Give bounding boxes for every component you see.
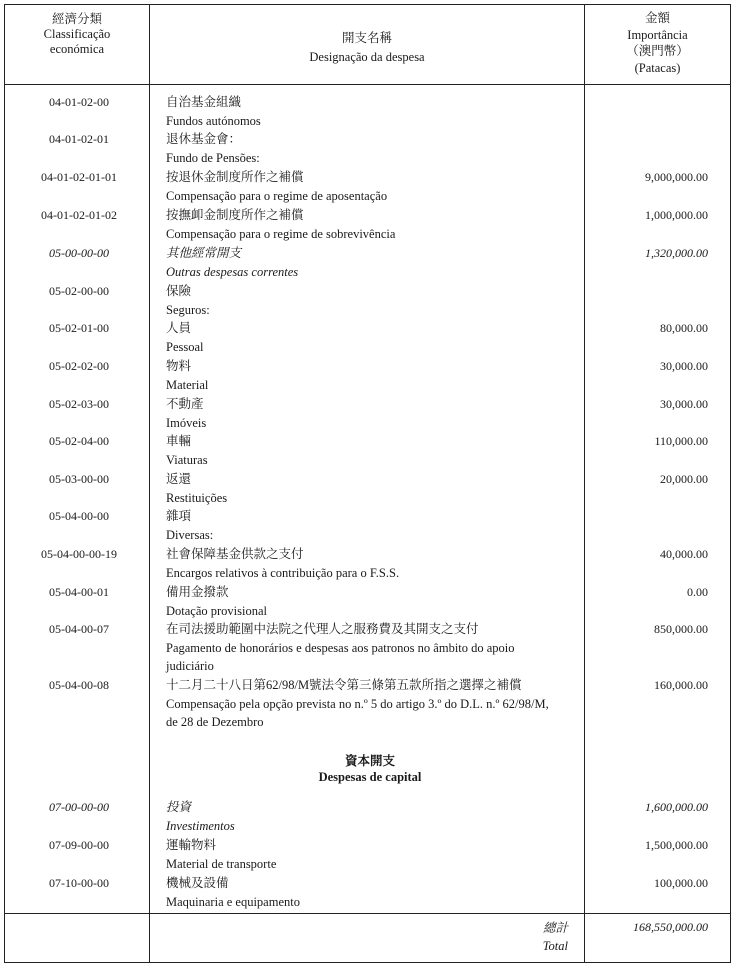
row-amount: 0.00: [687, 585, 708, 599]
row-designation-pt-cont: judiciário: [166, 659, 214, 673]
row-amount: 160,000.00: [654, 678, 708, 692]
row-designation: [166, 168, 586, 205]
row-code: 07-09-00-00: [49, 838, 109, 852]
row-amount: 1,320,000.00: [645, 246, 708, 260]
row-code: 07-10-00-00: [49, 876, 109, 890]
row-designation: [166, 130, 586, 167]
row-amount: 1,000,000.00: [645, 208, 708, 222]
header-designation-zh: 開支名稱: [341, 31, 392, 45]
row-code: 05-04-00-08: [49, 678, 109, 692]
header-amount-pt: Importância: [627, 27, 688, 42]
row-designation-pt: Investimentos: [166, 818, 235, 833]
row-designation-zh: 其他經常開支: [166, 246, 242, 260]
row-designation-zh: 雜項: [166, 509, 192, 523]
header-amount-zh: 金額: [644, 11, 670, 25]
row-code: 05-04-00-07: [49, 622, 109, 636]
row-code: 04-01-02-00: [49, 95, 109, 109]
row-designation: [166, 93, 586, 130]
column-divider-1: [149, 4, 150, 962]
total-amount: 168,550,000.00: [633, 920, 708, 934]
header-amount-currency-zh: （澳門幣）: [626, 44, 689, 58]
row-amount: 30,000.00: [660, 397, 708, 411]
row-code: 04-01-02-01: [49, 132, 109, 146]
row-amount: 100,000.00: [654, 876, 708, 890]
header-classification-zh: 經濟分類: [51, 12, 102, 26]
row-amount: 1,500,000.00: [645, 838, 708, 852]
row-designation-zh: 按撫卹金制度所作之補償: [166, 208, 304, 222]
row-designation: [166, 874, 586, 911]
row-amount: 30,000.00: [660, 359, 708, 373]
row-designation-pt: Maquinaria e equipamento: [166, 894, 300, 909]
row-code: 05-04-00-01: [49, 585, 109, 599]
row-designation-zh: 返還: [166, 472, 192, 486]
row-designation-zh: 自治基金組織: [166, 95, 242, 109]
row-designation-zh: 保險: [166, 284, 192, 298]
row-designation: [166, 620, 586, 676]
row-designation-zh: 物料: [166, 359, 192, 373]
header-classification-pt1: Classificação: [43, 27, 111, 41]
row-amount: 1,600,000.00: [645, 800, 708, 814]
header-classification: [5, 12, 149, 57]
row-designation-pt: Material de transporte: [166, 856, 277, 871]
row-designation-pt: Compensação pela opção prevista no n.º 5 do artigo 3.º do D.L. n.º 62/98/M,: [166, 696, 549, 711]
row-designation-pt: Pessoal: [166, 339, 204, 354]
row-code: 05-03-00-00: [49, 472, 109, 486]
row-designation-pt: Compensação para o regime de sobrevivência: [166, 226, 396, 241]
table-border-right: [730, 4, 731, 962]
total-label-pt: Total: [542, 939, 568, 953]
header-amount-currency-pt: (Patacas): [634, 60, 681, 75]
row-designation-zh: 在司法援助範圍中法院之代理人之服務費及其開支之支付: [166, 622, 479, 636]
row-code: 05-02-01-00: [49, 321, 109, 335]
row-designation: [166, 244, 586, 281]
row-designation: [166, 676, 586, 732]
row-designation-pt: Pagamento de honorários e despesas aos patronos no âmbito do apoio: [166, 640, 515, 655]
section-heading-zh: 資本開支: [344, 754, 395, 768]
row-designation-pt: Viaturas: [166, 452, 208, 467]
header-designation: [150, 29, 584, 67]
row-designation-zh: 退休基金會：: [166, 132, 242, 146]
row-designation: [166, 357, 586, 394]
row-designation-pt: Diversas:: [166, 527, 214, 542]
table-border-top: [4, 4, 731, 5]
row-designation-zh: 備用金撥款: [166, 585, 229, 599]
row-designation: [166, 319, 586, 356]
section-heading-pt: Despesas de capital: [318, 770, 422, 784]
row-designation: [166, 583, 586, 620]
row-designation-zh: 社會保障基金供款之支付: [166, 547, 304, 561]
row-designation-zh: 十二月二十八日第62/98/M號法令第三條第五款所指之選擇之補償: [166, 678, 522, 692]
row-designation: [166, 545, 586, 582]
row-designation: [166, 507, 586, 544]
row-amount: 40,000.00: [660, 547, 708, 561]
row-code: 05-00-00-00: [49, 246, 109, 260]
row-designation-pt: Encargos relativos à contribuição para o F.S.S.: [166, 565, 400, 580]
row-code: 05-04-00-00-19: [41, 547, 117, 561]
header-classification-pt2: económica: [49, 42, 105, 56]
row-code: 04-01-02-01-01: [41, 170, 117, 184]
row-amount: 80,000.00: [660, 321, 708, 335]
row-designation-pt: Fundos autónomos: [166, 113, 261, 128]
row-designation: [166, 432, 586, 469]
row-code: 04-01-02-01-02: [41, 208, 117, 222]
row-designation: [166, 470, 586, 507]
row-designation-zh: 運輸物料: [166, 838, 217, 852]
table-border-left: [4, 4, 5, 962]
row-designation: [166, 798, 586, 835]
row-designation: [166, 282, 586, 319]
table-border-bottom: [4, 962, 731, 963]
row-designation-pt: Seguros:: [166, 302, 210, 317]
row-designation-pt: Imóveis: [166, 415, 207, 430]
row-code: 07-00-00-00: [49, 800, 109, 814]
row-designation-pt: Restituições: [166, 490, 228, 505]
row-designation: [166, 395, 586, 432]
row-amount: 20,000.00: [660, 472, 708, 486]
header-rule: [4, 84, 731, 85]
row-designation-pt: Outras despesas correntes: [166, 264, 299, 279]
row-code: 05-04-00-00: [49, 509, 109, 523]
row-code: 05-02-04-00: [49, 434, 109, 448]
row-amount: 110,000.00: [654, 434, 708, 448]
header-designation-pt: Designação da despesa: [309, 50, 425, 64]
row-designation-pt: Dotação provisional: [166, 603, 268, 618]
header-amount: [585, 10, 730, 76]
row-designation-pt: Fundo de Pensões:: [166, 150, 260, 165]
row-designation-zh: 投資: [166, 800, 192, 814]
row-amount: 9,000,000.00: [645, 170, 708, 184]
row-designation-zh: 不動產: [166, 397, 204, 411]
row-amount: 850,000.00: [654, 622, 708, 636]
row-designation-zh: 車輛: [166, 434, 192, 448]
total-label-zh: 總計: [542, 921, 568, 935]
row-designation-pt: Compensação para o regime de aposentação: [166, 188, 388, 203]
row-designation-zh: 按退休金制度所作之補償: [166, 170, 304, 184]
total-rule: [4, 913, 731, 914]
row-designation-pt: Material: [166, 377, 209, 392]
row-code: 05-02-02-00: [49, 359, 109, 373]
row-designation: [166, 836, 586, 873]
row-designation-zh: 人員: [166, 321, 192, 335]
row-code: 05-02-03-00: [49, 397, 109, 411]
row-designation: [166, 206, 586, 243]
row-code: 05-02-00-00: [49, 284, 109, 298]
row-designation-zh: 機械及設備: [166, 876, 229, 890]
row-designation-pt-cont: de 28 de Dezembro: [166, 715, 264, 729]
